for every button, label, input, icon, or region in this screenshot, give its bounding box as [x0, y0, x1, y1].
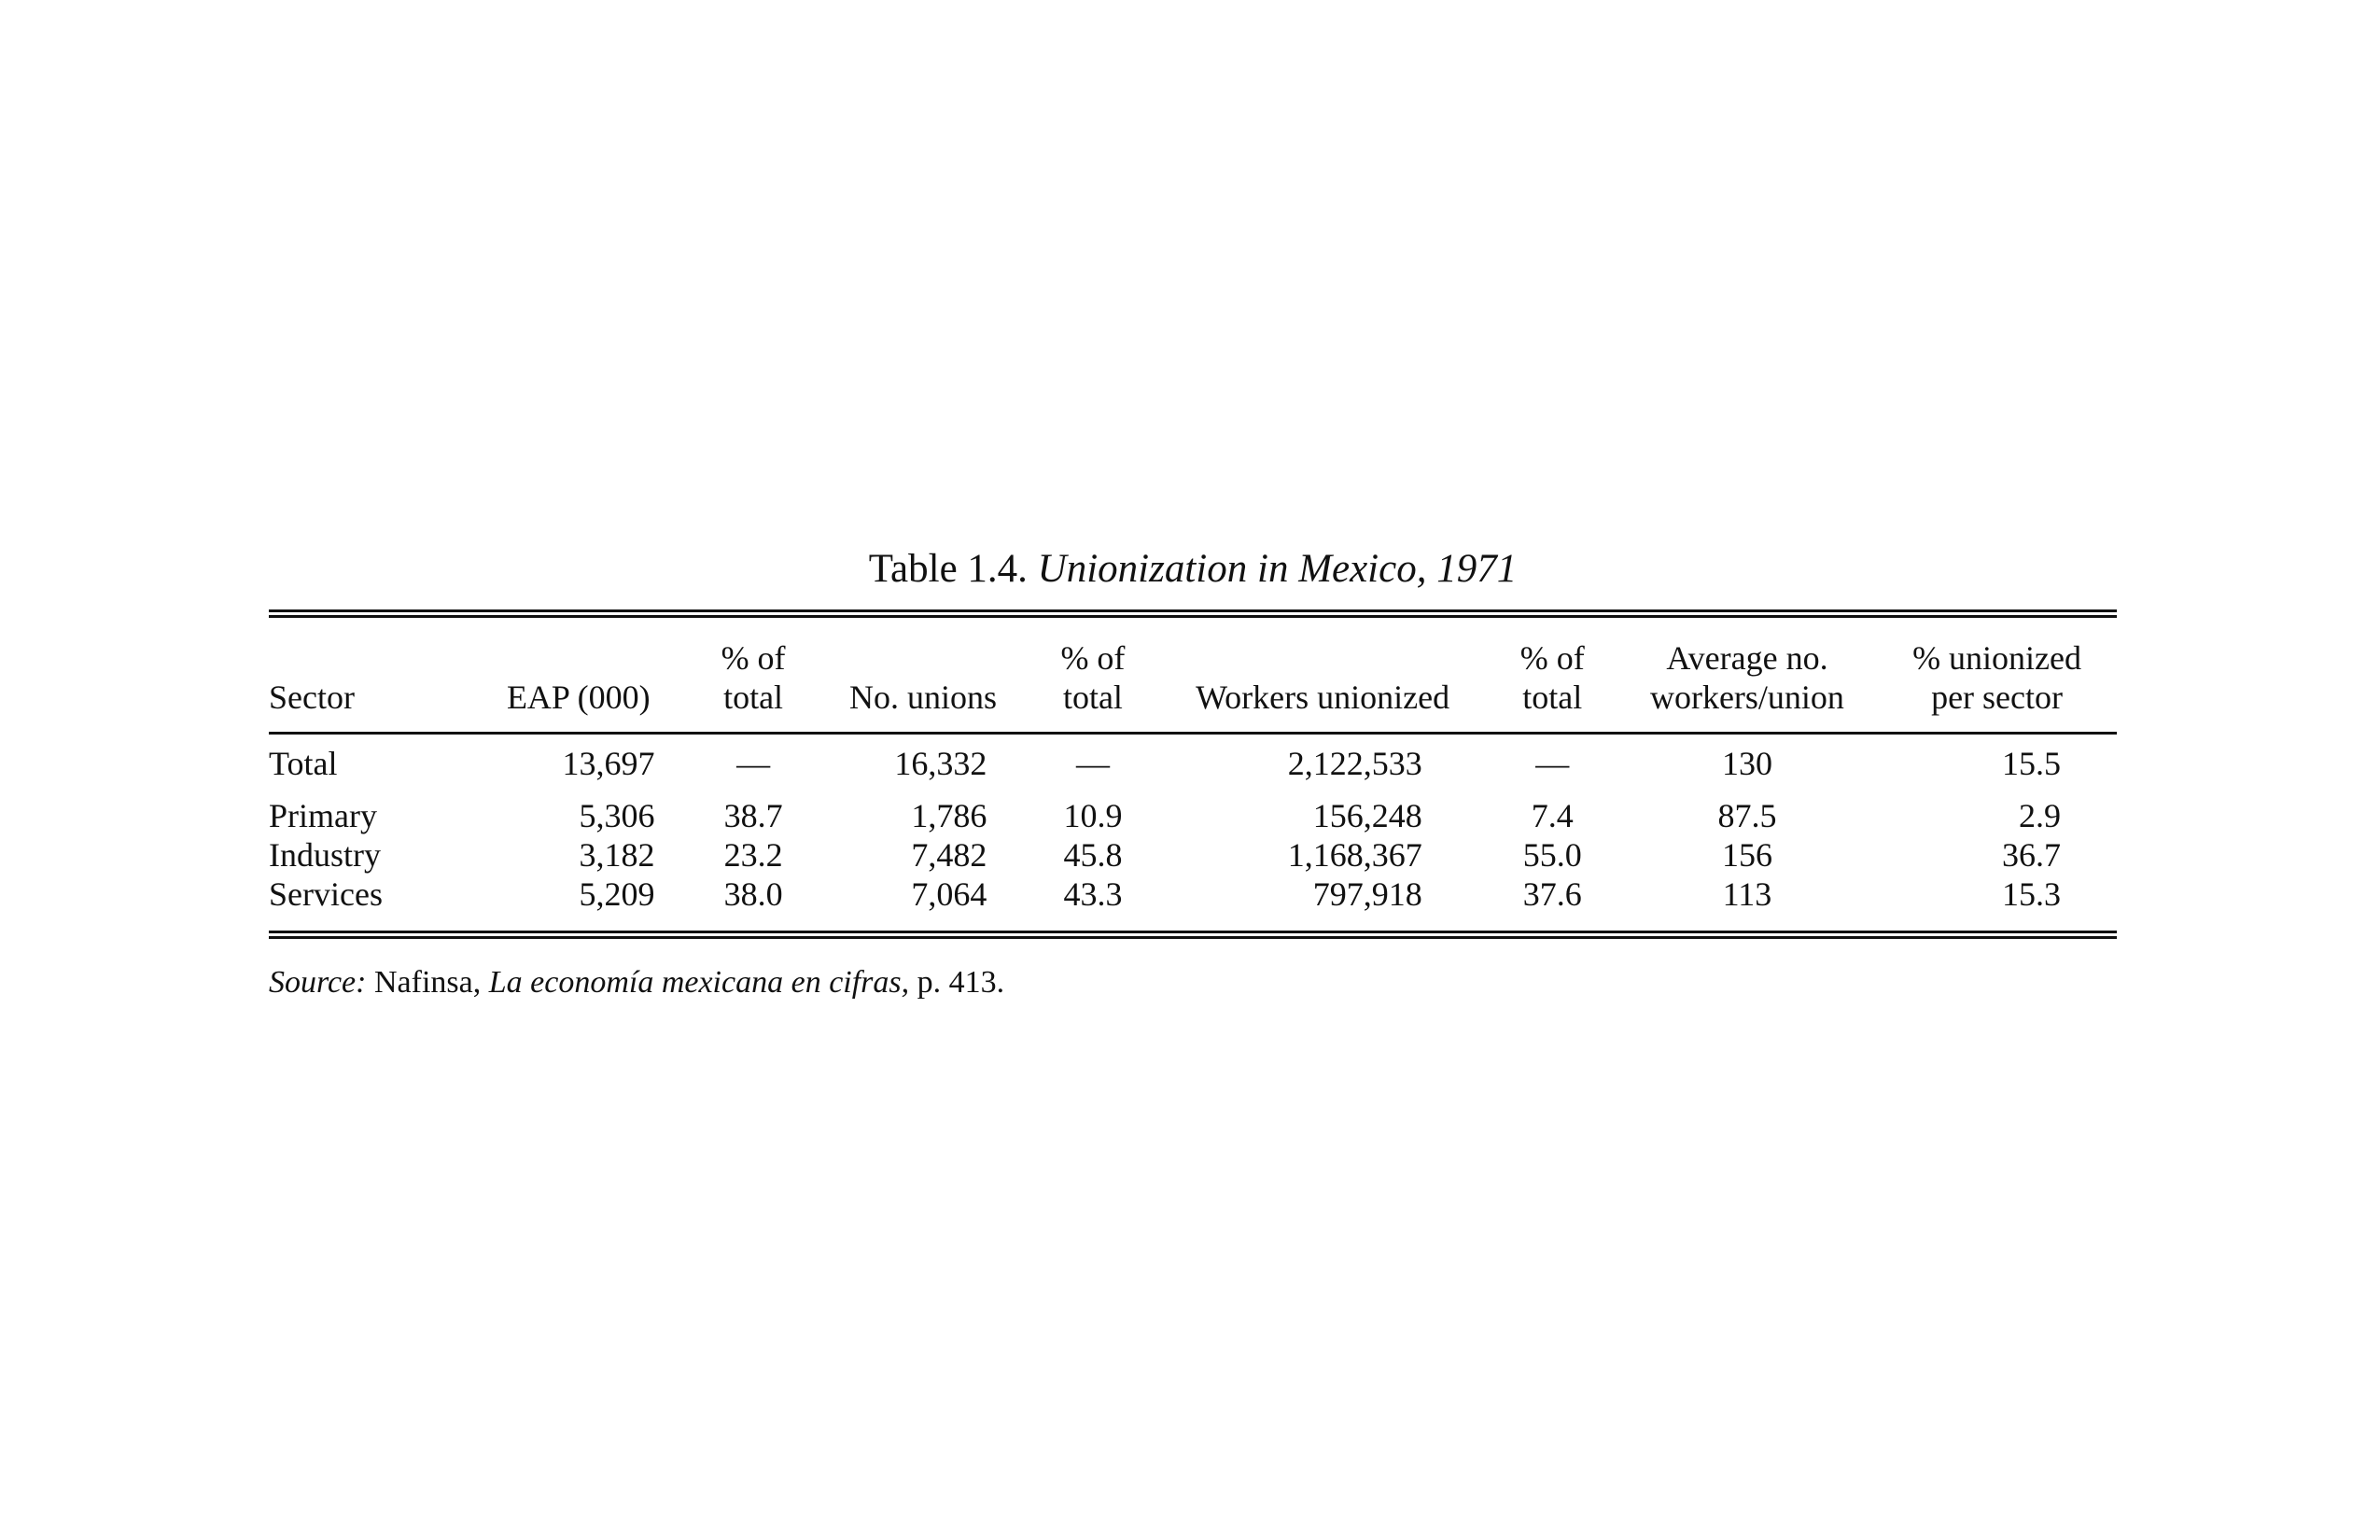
cell-sector: Primary — [269, 797, 377, 834]
header-row — [269, 618, 2117, 732]
header-pct-unions: % of total — [1060, 639, 1126, 716]
cell-workers: 1,168,367 — [1287, 836, 1422, 874]
source-publisher: Nafinsa, — [373, 965, 482, 1000]
cell-pct-unions: 43.3 — [1063, 875, 1123, 913]
caption-title: Unionization in Mexico, 1971 — [1037, 547, 1518, 591]
cell-average: 130 — [1721, 745, 1772, 782]
cell-unions: 7,482 — [911, 836, 987, 874]
cell-pct-eap: 38.0 — [723, 875, 783, 913]
cell-average: 87.5 — [1717, 797, 1777, 834]
cell-average: 156 — [1721, 836, 1772, 874]
cell-pct-workers: 7.4 — [1531, 797, 1574, 834]
cell-eap: 5,209 — [579, 875, 655, 913]
cell-pct-workers: — — [1535, 745, 1570, 782]
table-row — [269, 796, 2117, 835]
cell-unions: 1,786 — [911, 797, 987, 834]
caption-prefix: Table 1.4. — [868, 547, 1028, 591]
cell-pct-workers: 37.6 — [1522, 875, 1582, 913]
source-note — [269, 963, 2117, 1002]
source-page: p. 413. — [917, 965, 1005, 1000]
cell-sector: Services — [269, 875, 383, 913]
cell-pct-unionized: 15.5 — [2002, 745, 2061, 782]
cell-unions: 7,064 — [911, 875, 987, 913]
cell-workers: 2,122,533 — [1287, 745, 1422, 782]
cell-pct-unionized: 36.7 — [2002, 836, 2061, 874]
cell-pct-unions: — — [1075, 745, 1110, 782]
cell-pct-unionized: 2.9 — [2019, 797, 2061, 834]
cell-pct-eap: — — [736, 745, 771, 782]
cell-pct-workers: 55.0 — [1522, 836, 1582, 874]
cell-eap: 5,306 — [579, 797, 655, 834]
cell-pct-eap: 38.7 — [723, 797, 783, 834]
cell-pct-eap: 23.2 — [723, 836, 783, 874]
bottom-double-rule — [269, 931, 2117, 939]
header-pct-eap: % of total — [721, 639, 786, 716]
header-average: Average no. workers/union — [1649, 639, 1844, 716]
cell-pct-unions: 10.9 — [1063, 797, 1123, 834]
top-double-rule — [269, 609, 2117, 618]
header-pct-workers: % of total — [1519, 639, 1585, 716]
cell-average: 113 — [1722, 875, 1772, 913]
cell-eap: 13,697 — [562, 745, 655, 782]
cell-pct-unionized: 15.3 — [2002, 875, 2061, 913]
header-unions: No. unions — [848, 679, 997, 716]
table-block — [269, 546, 2117, 1002]
cell-sector: Industry — [269, 836, 381, 874]
cell-sector: Total — [269, 745, 338, 782]
source-label: Source: — [269, 965, 367, 1000]
header-pct-unionized: % unionized per sector — [1912, 639, 2082, 716]
table-row — [269, 875, 2117, 931]
table-row — [269, 835, 2117, 875]
header-workers: Workers unionized — [1196, 679, 1450, 716]
header-sector: Sector — [269, 679, 355, 716]
cell-pct-unions: 45.8 — [1063, 836, 1123, 874]
source-work: La economía mexicana en cifras, — [488, 965, 910, 1000]
cell-workers: 156,248 — [1312, 797, 1422, 834]
cell-unions: 16,332 — [894, 745, 987, 782]
unionization-table — [269, 618, 2117, 931]
cell-eap: 3,182 — [579, 836, 655, 874]
cell-workers: 797,918 — [1312, 875, 1422, 913]
table-caption — [269, 546, 2117, 593]
header-eap: EAP (000) — [506, 679, 651, 716]
table-row — [269, 735, 2117, 796]
